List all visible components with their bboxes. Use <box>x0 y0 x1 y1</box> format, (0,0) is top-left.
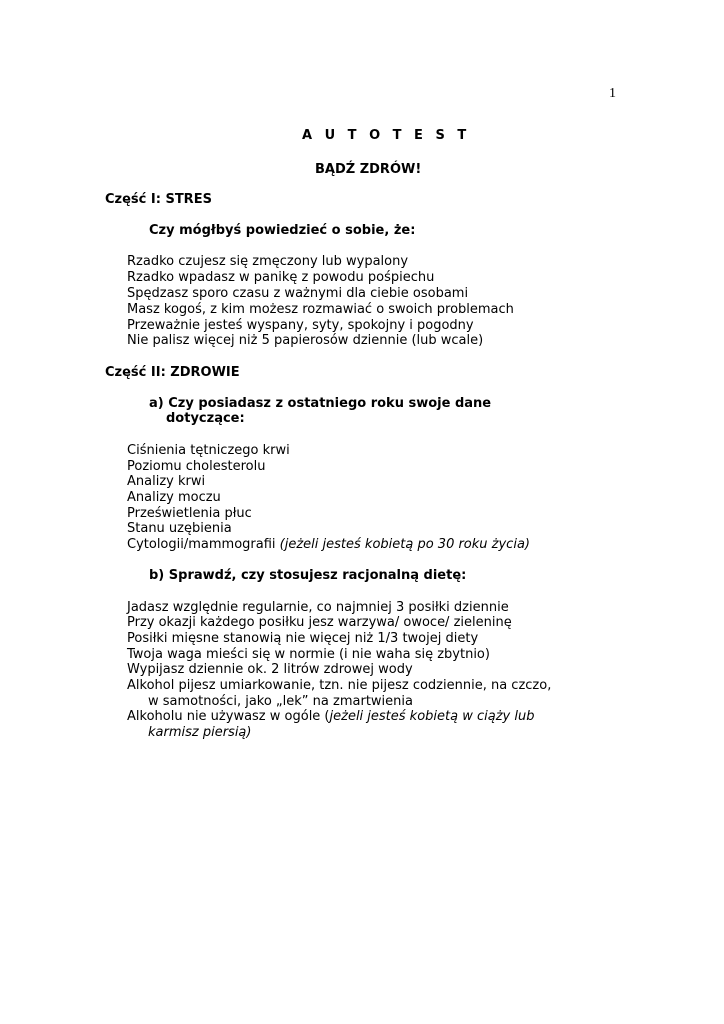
list-item: Rzadko czujesz się zmęczony lub wypalony <box>127 254 409 269</box>
list-item-note-continuation: karmisz piersią) <box>148 725 252 740</box>
list-item: Twoja waga mieści się w normie (i nie waha się zbytnio) <box>127 647 490 662</box>
list-item: Stanu uzębienia <box>127 521 232 536</box>
part1-heading: Część I: STRES <box>105 192 212 207</box>
page-number: 1 <box>609 86 616 101</box>
part2-question-a-cont: dotyczące: <box>166 411 245 426</box>
list-item: Posiłki mięsne stanowią nie więcej niż 1/3 twojej diety <box>127 631 479 646</box>
list-item: Poziomu cholesterolu <box>127 459 266 474</box>
document-subtitle: BĄDŹ ZDRÓW! <box>315 162 422 177</box>
list-item: Alkohol pijesz umiarkowanie, tzn. nie pijesz codziennie, na czczo, <box>127 678 552 693</box>
document-title: A U T O T E S T <box>302 128 471 143</box>
list-item-text: Alkoholu nie używasz w ogóle ( <box>127 709 330 724</box>
part1-question: Czy mógłbyś powiedzieć o sobie, że: <box>149 223 416 238</box>
list-item: Ciśnienia tętniczego krwi <box>127 443 290 458</box>
part2-heading: Część II: ZDROWIE <box>105 365 240 380</box>
list-item: Prześwietlenia płuc <box>127 506 252 521</box>
list-item-note: jeżeli jesteś kobietą w ciąży lub <box>329 709 535 724</box>
list-item-continuation: w samotności, jako „lek” na zmartwienia <box>148 694 413 709</box>
list-item: Przeważnie jesteś wyspany, syty, spokojny i pogodny <box>127 318 474 333</box>
list-item: Spędzasz sporo czasu z ważnymi dla ciebie osobami <box>127 286 469 301</box>
list-item: Analizy krwi <box>127 474 206 489</box>
list-item: Rzadko wpadasz w panikę z powodu pośpiechu <box>127 270 435 285</box>
part2-question-b: b) Sprawdź, czy stosujesz racjonalną dietę: <box>149 568 467 583</box>
list-item <box>127 709 534 725</box>
list-item-note: (jeżeli jesteś kobietą po 30 roku życia) <box>279 537 530 552</box>
list-item: Wypijasz dziennie ok. 2 litrów zdrowej wody <box>127 662 413 677</box>
list-item <box>127 537 530 553</box>
list-item: Przy okazji każdego posiłku jesz warzywa/ owoce/ zieleninę <box>127 615 512 630</box>
list-item: Masz kogoś, z kim możesz rozmawiać o swoich problemach <box>127 302 514 317</box>
list-item: Jadasz względnie regularnie, co najmniej 3 posiłki dziennie <box>127 600 509 615</box>
part2-question-a: a) Czy posiadasz z ostatniego roku swoje dane <box>149 396 492 411</box>
list-item-text: Cytologii/mammografii <box>127 537 276 552</box>
list-item: Analizy moczu <box>127 490 221 505</box>
list-item: Nie palisz więcej niż 5 papierosów dziennie (lub wcale) <box>127 333 484 348</box>
